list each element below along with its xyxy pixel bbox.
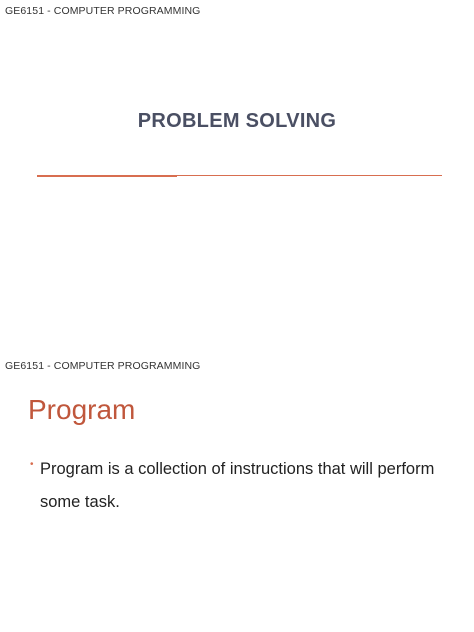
title-divider [37, 175, 442, 176]
content-slide [0, 316, 474, 632]
slide-title: PROBLEM SOLVING [137, 110, 337, 132]
slide-heading: Program [28, 394, 136, 425]
title-divider-accent [37, 175, 177, 177]
bullet-line: some task. [40, 493, 120, 511]
bullet-icon: • [30, 459, 34, 470]
slide-header: GE6151 - COMPUTER PROGRAMMING [5, 5, 201, 17]
slide-header: GE6151 - COMPUTER PROGRAMMING [5, 360, 201, 372]
bullet-item [40, 453, 450, 519]
bullet-line: Program is a collection of instructions that will perform [40, 460, 435, 478]
